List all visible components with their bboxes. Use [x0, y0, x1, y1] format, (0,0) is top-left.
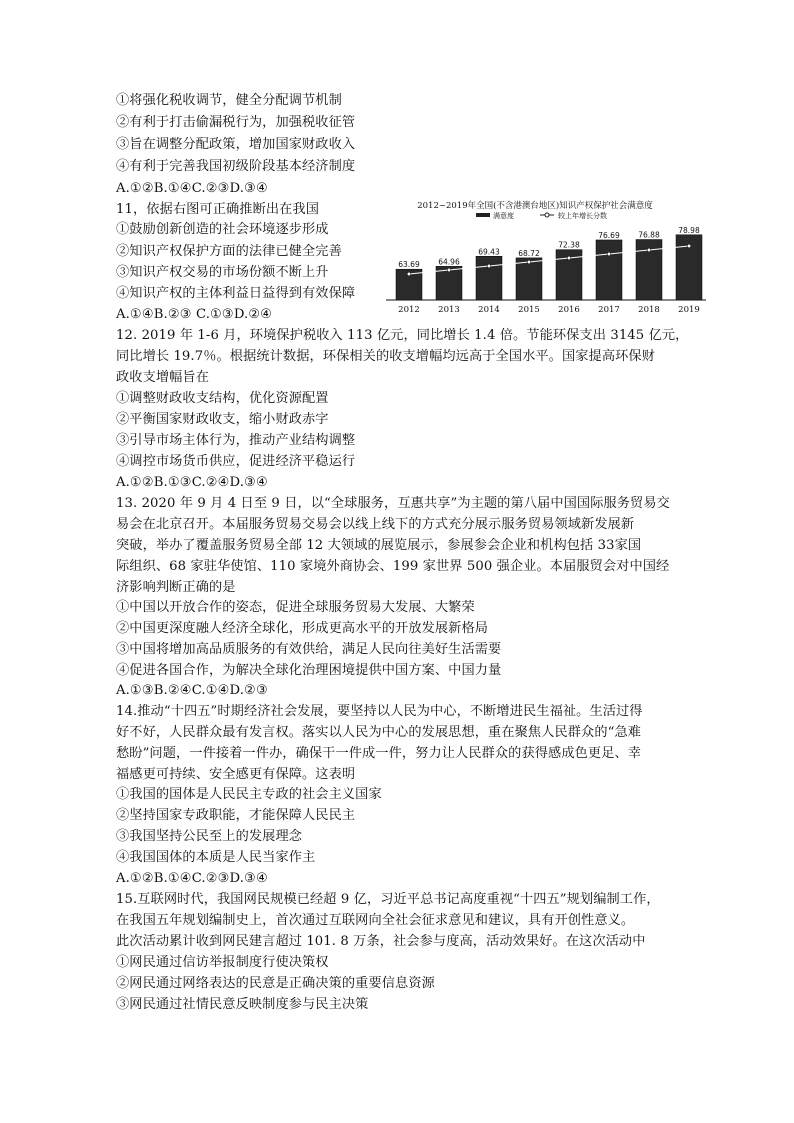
text-line: ④促进各国合作，为解决全球化治理困境提供中国方案、中国力量	[116, 663, 502, 678]
text-line: A.①③B.②④C.①④D.②③	[116, 683, 268, 698]
text-line: 13. 2020 年 9 月 4 日至 9 日，以“全球服务，互惠共享”为主题的第八届中国国际服务贸易交	[116, 496, 670, 511]
x-tick-label: 2017	[598, 305, 620, 315]
legend-marker-line	[545, 213, 549, 217]
text-line: 此次活动累计收到网民建言超过 101. 8 万条，社会参与度高，活动效果好。在这次活动中	[116, 934, 646, 949]
text-line: 11，依据右图可正确推断出在我国	[116, 202, 320, 217]
text-line: ①鼓励创新创造的社会环境逐步形成	[116, 222, 329, 237]
text-line: ④我国国体的本质是人民当家作主	[116, 850, 316, 865]
bar-value-label: 63.69	[398, 260, 420, 270]
x-tick-label: 2016	[558, 305, 580, 315]
text-line: ③旨在调整分配政策，增加国家财政收入	[116, 137, 356, 152]
text-line: ④有利于完善我国初级阶段基本经济制度	[116, 159, 356, 174]
text-line: ①我国的国体是人民民主专政的社会主义国家	[116, 787, 382, 802]
bar	[596, 240, 622, 300]
bar-value-label: 76.69	[598, 230, 620, 240]
text-line: ④知识产权的主体利益日益得到有效保障	[116, 286, 356, 301]
text-line: 愁盼”问题，一件接着一件办，确保干一件成一件，努力让人民群众的获得感成色更足、幸	[116, 746, 642, 761]
chart-title: 2012~2019年全国(不含港澳台地区)知识产权保护社会满意度	[417, 201, 653, 211]
x-tick-label: 2013	[438, 305, 460, 315]
text-line: ①将强化税收调节，健全分配调节机制	[116, 93, 342, 108]
text-line: ②网民通过网络表达的民意是正确决策的重要信息资源	[116, 976, 435, 991]
text-line: 福感更可持续、安全感更有保障。这表明	[116, 767, 356, 782]
text-line: ③引导市场主体行为，推动产业结构调整	[116, 433, 356, 448]
growth-point	[647, 248, 651, 252]
bar	[476, 256, 502, 300]
text-line: 突破，举办了覆盖服务贸易全部 12 大领域的展览展示，参展参会企业和机构包括 33家国	[116, 538, 642, 553]
x-tick-label: 2018	[638, 305, 660, 315]
text-line: 在我国五年规划编制史上，首次通过互联网向全社会征求意见和建议，具有开创性意义。	[116, 913, 635, 928]
text-line: ②坚持国家专政职能，才能保障人民民主	[116, 808, 356, 823]
text-line: A.①④B.②③ C.①③D.②④	[116, 307, 273, 322]
bar-value-label: 78.98	[678, 225, 700, 235]
bar-value-label: 76.88	[638, 230, 660, 240]
text-line: ②知识产权保护方面的法律已健全完善	[116, 244, 342, 259]
text-line: 14.推动“十四五”时期经济社会发展，要坚持以人民为中心，不断增进民生福祉。生活过得	[116, 704, 643, 719]
text-line: ②平衡国家财政收支，缩小财政赤字	[116, 412, 329, 427]
growth-point	[607, 252, 611, 256]
x-tick-label: 2015	[518, 305, 540, 315]
text-line: 济影响判断正确的是	[116, 580, 236, 595]
text-line: ④调控市场货币供应，促进经济平稳运行	[116, 454, 356, 469]
text-line: A.①②B.①④C.②③D.③④	[116, 871, 268, 886]
x-tick-label: 2012	[398, 305, 420, 315]
x-tick-label: 2019	[678, 305, 700, 315]
text-line: 政收支增幅旨在	[116, 370, 210, 385]
text-line: 15.互联网时代，我国网民规模已经超 9 亿，习近平总书记高度重视“十四五”规划编制工作，	[116, 892, 660, 907]
text-line: 同比增长 19.7％。根据统计数据，环保相关的收支增幅均远高于全国水平。国家提高环保财	[116, 349, 655, 364]
text-line: ②有利于打击偷漏税行为，加强税收征管	[116, 115, 356, 130]
text-line: ②中国更深度融人经济全球化，形成更高水平的开放发展新格局	[116, 621, 489, 636]
text-line: 际组织、68 家驻华使馆、110 家境外商协会、199 家世界 500 强企业。本届服贸会对中国经	[116, 559, 670, 574]
text-line: 好不好，人民群众最有发言权。落实以人民为中心的发展思想，重在聚焦人民群众的“急难	[116, 725, 642, 740]
text-line: 易会在北京召开。本届服务贸易交易会以线上线下的方式充分展示服务贸易领域新发展新	[116, 517, 635, 532]
growth-point	[567, 256, 571, 260]
bar	[516, 258, 542, 300]
chart-svg	[380, 196, 710, 318]
growth-point	[407, 272, 411, 276]
text-line: ③我国坚持公民至上的发展理念	[116, 829, 303, 844]
x-tick-label: 2014	[478, 305, 500, 315]
growth-point	[447, 268, 451, 272]
bar-value-label: 68.72	[518, 248, 540, 258]
legend-label-line: 较上年增长分数	[558, 212, 607, 220]
growth-point	[687, 244, 691, 248]
text-line: ①中国以开放合作的姿态，促进全球服务贸易大发展、大繁荣	[116, 600, 475, 615]
growth-point	[527, 260, 531, 264]
text-line: ①网民通过信访举报制度行使决策权	[116, 955, 329, 970]
text-line: 12. 2019 年 1-6 月，环境保护税收入 113 亿元，同比增长 1.4 倍。节能环保支出 3145 亿元，	[116, 328, 689, 343]
bar-value-label: 72.38	[558, 240, 580, 250]
legend-label-bar: 满意度	[493, 212, 514, 220]
bars-group	[396, 226, 702, 315]
text-line: ③知识产权交易的市场份额不断上升	[116, 265, 329, 280]
text-line: A.①②B.①④C.②③D.③④	[116, 181, 268, 196]
bar-value-label: 64.96	[438, 257, 460, 267]
text-line: ③网民通过社情民意反映制度参与民主决策	[116, 997, 369, 1012]
text-line: ③中国将增加高品质服务的有效供给，满足人民向往美好生活需要	[116, 642, 502, 657]
ip-satisfaction-chart	[380, 196, 710, 318]
text-line: ①调整财政收支结构，优化资源配置	[116, 391, 329, 406]
growth-point	[487, 264, 491, 268]
text-line: A.①②B.①③C.②④D.③④	[116, 475, 268, 490]
legend-swatch-bar	[476, 213, 490, 217]
bar-value-label: 69.43	[478, 247, 500, 257]
